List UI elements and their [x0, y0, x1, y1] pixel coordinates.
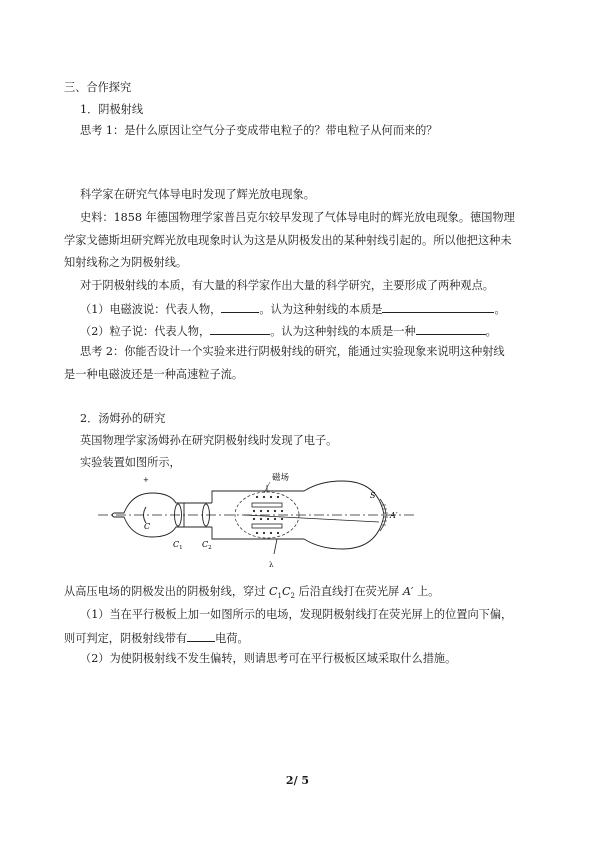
c1-subscript: 1 [277, 592, 282, 601]
think-question-2-line-2: 是一种电磁波还是一种高速粒子流。 [64, 368, 244, 381]
label-c2: $C_2$ [202, 540, 212, 551]
paragraph-setup: 实验装置如图所示， [80, 456, 181, 469]
c2-symbol: C [281, 585, 291, 598]
question-1-line-2 [64, 630, 249, 646]
subheading-cathode-ray: 1．阴极射线 [80, 103, 144, 116]
view-1-text-c: 。 [494, 303, 506, 316]
view-2-text-a: （2）粒子说：代表人物， [80, 325, 211, 338]
label-a-prime: A′ [390, 511, 398, 520]
page-number: 2/ 5 [285, 774, 310, 787]
emission-text-b: 后沿直线打在荧光屏 [295, 585, 403, 598]
section-heading: 三、合作探究 [64, 81, 132, 94]
c2-subscript: 2 [290, 592, 295, 601]
think-question-1: 思考 1：是什么原因让空气分子变成带电粒子的？带电粒子从何而来的？ [80, 124, 438, 137]
blank-charge[interactable] [187, 630, 215, 642]
question-2: （2）为使阴极射线不发生偏转，则请思考可在平行极板区域采取什么措施。 [80, 652, 457, 665]
think-question-2-line-1: 思考 2：你能否设计一个实验来进行阴极射线的研究，能通过实验现象来说明这种射线 [80, 345, 505, 358]
paragraph-thomson: 英国物理学家汤姆孙在研究阴极射线时发现了电子。 [80, 434, 338, 447]
q1-text-a: 则可判定，阴极射线带有 [64, 632, 188, 645]
emission-text-c: 上。 [413, 585, 440, 598]
label-lambda: λ [269, 561, 274, 569]
lower-plate [252, 524, 282, 528]
q1-text-b: 电荷。 [215, 632, 249, 645]
blank-view2-essence[interactable] [416, 323, 486, 335]
label-cathode-c: C [144, 522, 151, 531]
cathode-plate [144, 507, 147, 523]
cathode-ray-tube-figure [94, 469, 424, 573]
blank-view2-person[interactable] [210, 323, 270, 335]
question-1-line-1: （1）当在平行极板上加一如图所示的电场，发现阴极射线打在荧光屏上的位置向下偏， [80, 608, 513, 621]
view-2-text-b: 。认为这种射线的本质是一种 [270, 325, 416, 338]
history-line-2: 学家戈德斯坦研究辉光放电现象时认为这是从阴极发出的某种射线引起的。所以他把这种未 [64, 234, 512, 247]
label-c1: $C_1$ [173, 540, 183, 551]
view-1-text-a: （1）电磁波说：代表人物， [80, 303, 222, 316]
lead-wire [274, 539, 277, 554]
subheading-thomson: 2．汤姆孙的研究 [80, 412, 166, 425]
label-magnetic-field: 磁场 [272, 473, 290, 483]
label-screen-s: S [370, 491, 376, 500]
history-line-3: 知射线称之为阴极射线。 [64, 256, 188, 269]
paragraph-discovery: 科学家在研究气体导电时发现了辉光放电现象。 [80, 188, 315, 201]
emission-text-a: 从高压电场的阴极发出的阴极射线，穿过 [64, 585, 269, 598]
c1-symbol: C [268, 585, 278, 598]
blank-view1-person[interactable] [221, 301, 259, 313]
view-2-text-c: 。 [485, 325, 497, 338]
paragraph-cathode-emission [64, 585, 439, 603]
screen-a-prime: A′ [402, 585, 414, 598]
paragraph-views: 对于阴极射线的本质，有大量的科学家作出大量的科学研究，主要形成了两种观点。 [80, 279, 494, 292]
view-1-text-b: 。认为这种射线的本质是 [259, 303, 383, 316]
upper-plate [252, 503, 282, 507]
history-line-1: 史料：1858 年德国物理学家普吕克尔较早发现了气体导电时的辉光放电现象。德国物理 [80, 211, 515, 224]
view-2-line [80, 323, 497, 339]
blank-view1-essence[interactable] [382, 301, 494, 313]
view-1-line [80, 301, 506, 317]
deflected-ray [244, 515, 379, 522]
label-plus: + [143, 476, 149, 484]
